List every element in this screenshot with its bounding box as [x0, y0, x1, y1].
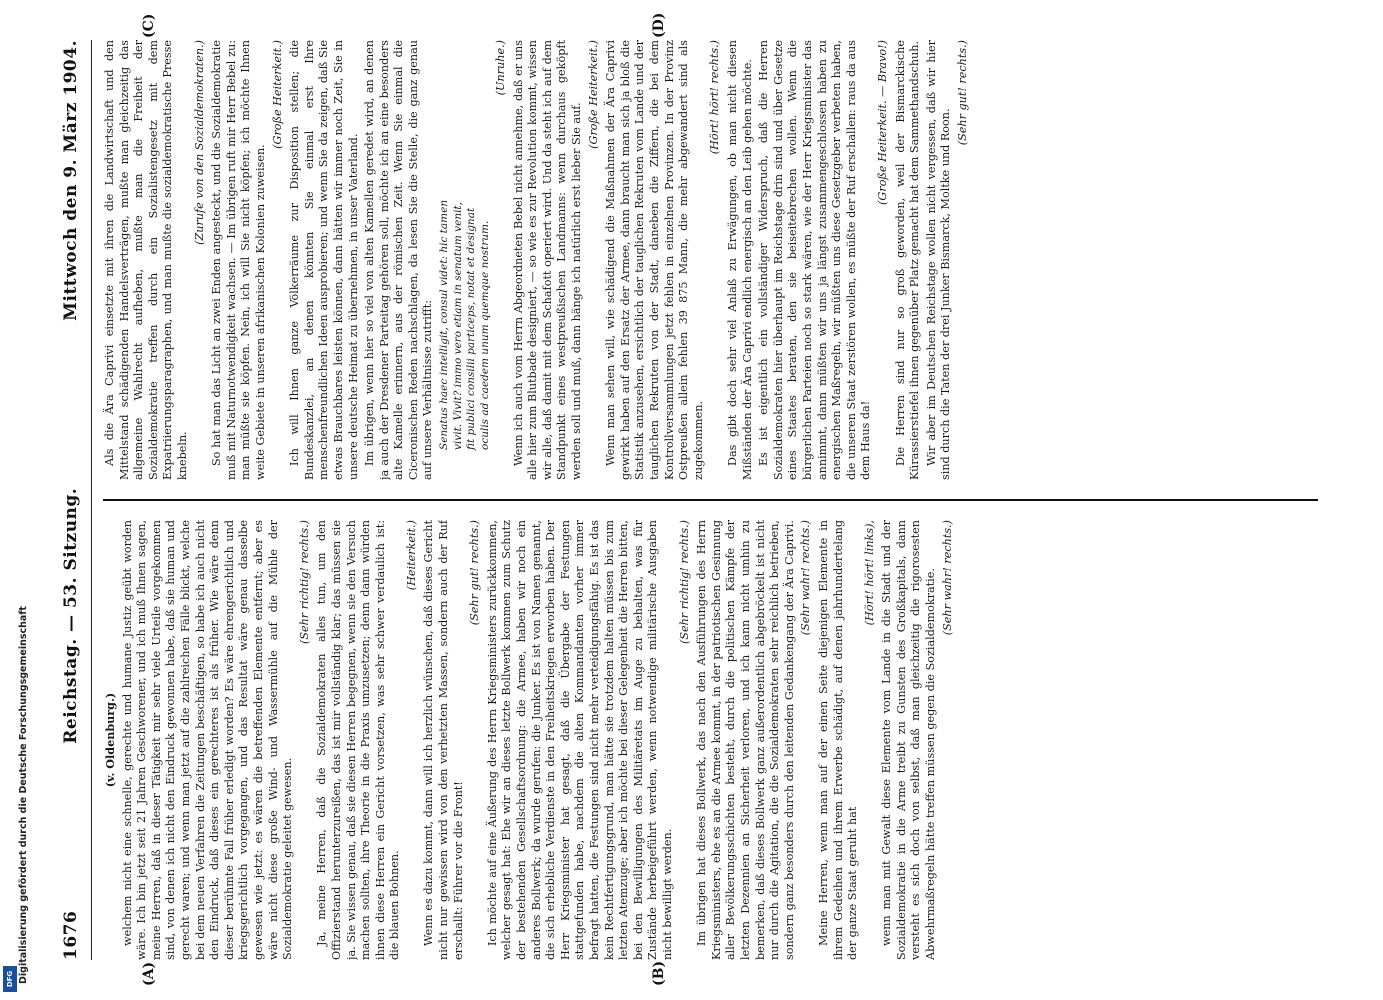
left-text-column	[103, 520, 1318, 960]
digitization-credit	[4, 604, 29, 984]
paragraph: Meine Herren, wenn man auf der einen Seite diejenigen Elemente in ihrem Gedeihen und ihrem Erwerbe schädigt, auf denen jahrhundertelang der ganze Staat geruht hat	[816, 520, 860, 960]
interjection: (Sehr richtig! rechts.)	[677, 520, 691, 645]
credit-text: Digitalisierung gefördert durch die Deutsche Forschungsgemeinschaft	[18, 606, 29, 984]
paragraph: welchem nicht eine schnelle, gerechte und humane Justiz geübt worden wäre. Ich bin jetzt seit 21 Jahren Geschworener, und ich muß Ihnen sagen, meine Herren, daß in dieser Tätigkeit mir sehr viele Urteile vorgekommen sind, von denen ich nicht den Eindruck gewonnen habe, daß sie human und gerecht waren; und wenn man jetzt auf die zahlreichen Fälle blickt, welche bei dem neuen Verfahren die Zeitungen beschäftigen, so habe ich auch nicht den Eindruck, daß dieses ein gerechteres ist als früher. Wie wäre denn dieser berühmte Fall früher erledigt worden? Es wäre ehrengerichtlich und kriegsgerichtlich vorgegangen, und das Resultat wäre genau dasselbe gewesen wie jetzt: es wären die betreffenden Elemente entfernt; aber es wäre nicht diese große Wind- und Wassermühle auf die Mühle der Sozialdemokratie geleitet gewesen.	[120, 520, 295, 960]
paragraph: Ja, meine Herren, daß die Sozialdemokraten alles tun, um den Offizierstand herunterzureißen, das ist mir vollständig klar; das müssen sie ja. Sie wissen genau, daß sie diesen Herren begegnen, wenn sie den Versuch machen sollten, ihre Theorie in die Praxis umzusetzen; denn dann würden ihnen diese Herren ein Gericht vorsetzen, was sehr schwer verdaulich ist: die blauen Bohnen.	[315, 520, 402, 960]
interjection: (Hört! hört! rechts.)	[708, 40, 722, 155]
quote-line: vivit. Vivit? immo vero etiam in senatum venit,	[451, 202, 464, 450]
rotated-page	[41, 0, 1341, 1000]
paragraph: Ich möchte auf eine Äußerung des Herrn Kriegsministers zurückkommen, welcher gesagt hat: Ehe wir an dieses letzte Bollwerk kommen zum Schutz der bestehenden Gesellschaftsordnung: die Armee, haben wir noch ein anderes Bollwerk; da wurde gerufen: die Junker. Es ist von Namen genannt, die sich erhebliche Verdienste in den Freiheitskriegen erworben haben. Der Herr Kriegsminister hat gesagt, daß die Übergabe der Festungen stattgefunden habe, nachdem die alten Kommandanten vorher immer befragt hatten, die Festungen sind nicht mehr verteidigungsfähig. Es ist das kein Rechtfertigungsgrund, man hätte sie trotzdem halten müssen bis zum letzten Atemzuge; aber ich möchte bei dieser Gelegenheit die Herren bitten, bei den Bewilligungen des Militäretats im Auge zu behalten, was für Zustände herbeigeführt werden, wenn notwendige militärische Ausgaben nicht bewilligt werden.	[485, 520, 674, 960]
interjection: (Sehr richtig! rechts.)	[297, 520, 311, 645]
paragraph: wenn man mit Gewalt diese Elemente vom Lande in die Stadt und der Sozialdemokratie in die Arme treibt zu Gunsten des Großkapitals, dann versteht es sich doch von selbst, daß man gleichzeitig die rigorosesten Abwehrmaßregeln hätte treffen müssen gegen die Sozialdemokratie.	[880, 520, 938, 960]
paragraph: Es ist eigentlich ein vollständiger Widerspruch, daß die Herren Sozialdemokraten hier überhaupt im Reichstage drin sind und über Gesetze eines Staates beraten, den sie beiseitebrechen wollen. Wenn die bürgerlichen Parteien noch so stark wären, wie der Herr Kriegsminister das annimmt, dann müßten wir uns ja längst zusammengeschlossen haben zu energischen Maßregeln, wir müßten uns diese Gesetzgeber verbeten haben, die unseren Staat zerstören wollen, es müßte der Ruf erschallen: raus da aus dem Haus da!	[757, 40, 873, 480]
paragraph: So hat man das Licht an zwei Enden angesteckt, und die Sozialdemokratie muß mit Naturnotwendigkeit wachsen. — Im übrigen ruft mir Herr Bebel zu: man müßte sie köpfen. Nein, ich will Sie nicht köpfen; ich möchte Ihnen weite Gebiete in unseren afrikanischen Kolonien zuweisen.	[210, 40, 267, 480]
session-date: Mittwoch den 9. März 1904.	[61, 40, 81, 321]
interjection: (Heiterkeit.)	[404, 520, 418, 591]
quote-line: fit publici consilii particeps, notat et designat	[465, 207, 478, 450]
paragraph: Wenn man sehen will, wie schädigend die Maßnahmen der Ära Caprivi gewirkt haben auf den Ersatz der Armee, dann braucht man sich ja bloß die Statistik anzusehen, ersichtlich der tauglichen Rekruten vom Lande und der tauglichen Rekruten von der Stadt, daneben die Ziffern, die bei dem Kontrollversammlungen jetzt fehlen in einzelnen Provinzen. In der Provinz Ostpreußen allein fehlen 39 875 Mann, die mehr abgewandert sind als zugekommen.	[604, 40, 705, 480]
column-divider	[103, 499, 1318, 501]
interjection: (Unruhe.)	[494, 40, 508, 96]
dfg-logo-icon	[3, 966, 17, 992]
interjection: (Hört! hört! links),	[862, 520, 876, 626]
page-header	[61, 40, 92, 960]
paragraph: Als die Ära Caprivi einsetzte mit ihren die Landwirtschaft und den Mittelstand schädigenden Handelsverträgen, mußte man gleichzeitig das allgemeine Wahlrecht aufheben, mußte man die Freiheit der Sozialdemokratie treffen durch ein Sozialistengesetz mit dem Expatriierungsparagraphen, und man mußte die sozialdemokratische Presse knebeln.	[103, 40, 189, 480]
margin-mark-d: (D)	[651, 12, 667, 38]
paragraph: Das gibt doch sehr viel Anlaß zu Erwägungen, ob man nicht diesen Mißständen der Ära Caprivi endlich energisch an den Leib gehen möchte.	[725, 40, 754, 480]
latin-quote	[438, 40, 492, 480]
paragraph: Wenn es dazu kommt, dann will ich herzlich wünschen, daß dieses Gericht nicht nur gewissen wird von den verhetzten Massen, sondern auch der Ruf erschallt: Führer vor die Front!	[422, 520, 465, 960]
paragraph: Im übrigen, wenn hier so viel von alten Kamellen geredet wird, an denen ja auch der Dresdener Parteitag gehören soll, möchte ich an eine besonders alte Kamelle erinnern, aus der römischen Zeit. Wenn Sie einmal die Ciceronischen Reden nachschlagen, da lesen Sie die Stelle, die ganz genau auf unsere Verhältnisse zutrifft:	[363, 40, 435, 480]
interjection: (Zurufe von den Sozialdemokraten.)	[192, 40, 206, 245]
interjection: (Sehr wahr! rechts.)	[799, 520, 813, 636]
interjection: (Große Heiterkeit.)	[586, 40, 600, 149]
paragraph: Im übrigen hat dieses Bollwerk, das nach den Ausführungen des Herrn Kriegsministers, ehe es an die Armee kommt, in der patriotischen Gesinnung aller Bevölkerungsschichten besteht, durch die politischen Kämpfe der letzten Dezennien an Sicherheit verloren, und ich kann nicht umhin zu bemerken, daß dieses Bollwerk ganz außerordentlich abgebröckelt ist nicht nur durch die Agitation, die die Sozialdemokraten sehr reichlich betrieben, sondern ganz besonders durch den leitenden Gedankengang der Ära Caprivi.	[695, 520, 796, 960]
paragraph: Ich will Ihnen ganze Völkerräume zur Disposition stellen; die Bundeskanzlei, an denen könnten Sie einmal erst Ihre menschenfreundlichen Ideen ausprobieren; und wenn Sie da zeigen, daß Sie etwas Brauchbares leisten können, dann hätten wir immer noch Zeit, Sie in unsere deutsche Heimat zu übernehmen, in unser Vaterland.	[288, 40, 360, 480]
page-number: 1676	[61, 910, 81, 960]
running-title: Reichstag. — 53. Sitzung.	[61, 487, 81, 744]
quote-line: oculis ad caedem unum quemque nostrum.	[478, 220, 491, 450]
margin-mark-b: (B)	[651, 960, 667, 986]
speaker-name: (v. Oldenburg.)	[103, 692, 117, 788]
logo-text: DFG	[6, 970, 14, 988]
quote-line: Senatus haec intelligit, consul videt: hic tamen	[438, 199, 451, 450]
paragraph: Wenn ich auch vom Herrn Abgeordneten Bebel nicht annehme, daß er uns alle hier zum Blutbade designiert, — so wie es zur Revolution kommt, wissen wir alle, daß damit mit dem Schafott operiert wird. Und da steht ich auf dem Standpunkt eines westpreußischen Landmanns: wenn durchaus geköpft werden soll und muß, dann hänge ich natürlich erst lieber Sie auf.	[511, 40, 584, 480]
margin-mark-c: (C)	[141, 13, 157, 38]
paragraph: Wir aber im Deutschen Reichstage wollen nicht vergessen, daß wir hier sind durch die Taten der drei Junker Bismarck, Moltke und Roon.	[924, 40, 953, 480]
interjection: (Sehr gut! rechts.)	[955, 40, 969, 146]
margin-mark-a: (A)	[141, 961, 157, 986]
interjection: (Große Heiterkeit.)	[270, 40, 284, 149]
interjection: (Sehr gut! rechts.)	[468, 520, 482, 626]
interjection: (Sehr wahr! rechts.)	[940, 520, 954, 636]
interjection: (Große Heiterkeit. — Bravo!)	[875, 40, 889, 205]
right-text-column	[103, 40, 1318, 480]
paragraph: Die Herren sind nur so groß geworden, weil der Bismarckische Kürassierstiefel ihnen gegenüber Platz gemacht hat dem Sammethandschuh.	[893, 40, 922, 480]
